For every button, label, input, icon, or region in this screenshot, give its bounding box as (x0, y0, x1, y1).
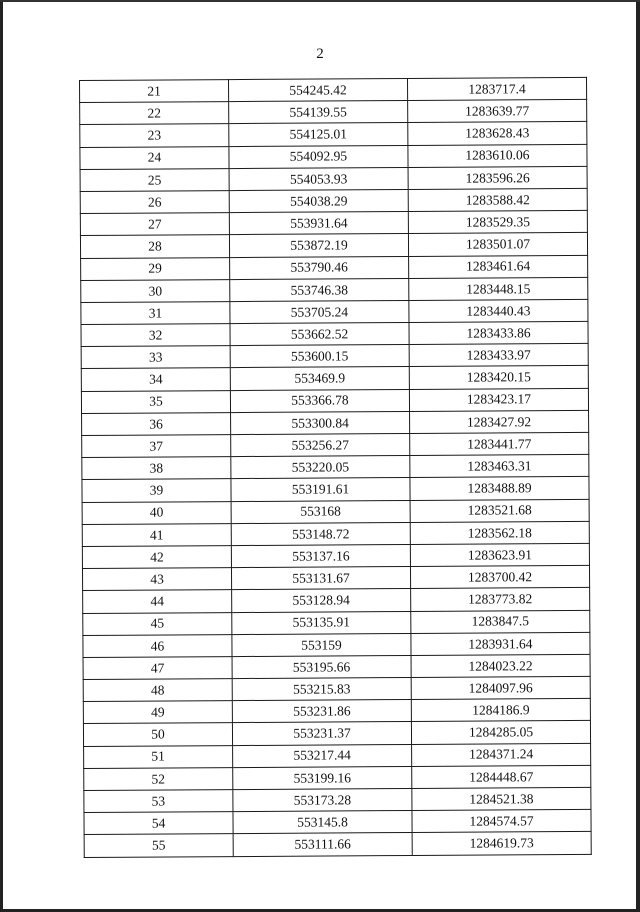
table-row (83, 699, 590, 724)
x-coordinate-cell: 554245.42 (229, 78, 408, 101)
x-coordinate-cell: 553790.46 (230, 256, 409, 279)
y-coordinate-cell: 1283433.97 (409, 344, 588, 367)
y-coordinate-cell: 1284285.05 (411, 721, 590, 744)
table-row (81, 255, 588, 280)
x-coordinate-cell: 554125.01 (229, 123, 408, 146)
point-number-cell: 49 (83, 701, 232, 724)
table-row (83, 632, 590, 657)
x-coordinate-cell: 553135.91 (232, 611, 411, 634)
table-row (80, 100, 587, 125)
table-row (84, 787, 591, 812)
table-row (83, 721, 590, 746)
table-row (81, 277, 588, 302)
point-number-cell: 55 (84, 834, 233, 857)
table-row (84, 765, 591, 790)
x-coordinate-cell: 553217.44 (233, 744, 412, 767)
y-coordinate-cell: 1283423.17 (409, 388, 588, 411)
point-number-cell: 48 (83, 679, 232, 702)
y-coordinate-cell: 1283623.91 (410, 543, 589, 566)
y-coordinate-cell: 1283440.43 (409, 299, 588, 322)
x-coordinate-cell: 553300.84 (231, 411, 410, 434)
x-coordinate-cell: 553111.66 (233, 833, 412, 856)
y-coordinate-cell: 1284186.9 (411, 699, 590, 722)
y-coordinate-cell: 1283628.43 (408, 122, 587, 145)
point-number-cell: 23 (80, 124, 229, 147)
table-row (80, 144, 587, 169)
table-row (82, 455, 589, 480)
x-coordinate-cell: 553145.8 (233, 811, 412, 834)
x-coordinate-cell: 553148.72 (231, 522, 410, 545)
x-coordinate-cell: 553131.67 (231, 567, 410, 590)
point-number-cell: 38 (82, 457, 231, 480)
x-coordinate-cell: 553872.19 (229, 234, 408, 257)
scan-edge-left (0, 0, 3, 912)
x-coordinate-cell: 553168 (231, 500, 410, 523)
y-coordinate-cell: 1283488.89 (410, 477, 589, 500)
x-coordinate-cell: 554139.55 (229, 101, 408, 124)
table-row (80, 166, 587, 191)
x-coordinate-cell: 553195.66 (232, 655, 411, 678)
y-coordinate-cell: 1283773.82 (411, 588, 590, 611)
table-row (82, 566, 589, 591)
x-coordinate-cell: 553159 (232, 633, 411, 656)
point-number-cell: 51 (84, 745, 233, 768)
point-number-cell: 39 (82, 479, 231, 502)
x-coordinate-cell: 554053.93 (229, 167, 408, 190)
table-row (81, 366, 588, 391)
y-coordinate-cell: 1283700.42 (410, 566, 589, 589)
x-coordinate-cell: 553469.9 (230, 367, 409, 390)
x-coordinate-cell: 554092.95 (229, 145, 408, 168)
point-number-cell: 34 (81, 368, 230, 391)
coordinates-table (79, 77, 592, 858)
table-row (82, 477, 589, 502)
table-row (82, 521, 589, 546)
scan-edge-right (636, 0, 640, 912)
table-row (83, 588, 590, 613)
y-coordinate-cell: 1283463.31 (410, 455, 589, 478)
y-coordinate-cell: 1283448.15 (409, 277, 588, 300)
y-coordinate-cell: 1283847.5 (411, 610, 590, 633)
x-coordinate-cell: 553173.28 (233, 788, 412, 811)
y-coordinate-cell: 1283596.26 (408, 166, 587, 189)
table-row (84, 810, 591, 835)
y-coordinate-cell: 1283529.35 (408, 211, 587, 234)
table-row (81, 344, 588, 369)
y-coordinate-cell: 1283521.68 (410, 499, 589, 522)
point-number-cell: 25 (80, 168, 229, 191)
x-coordinate-cell: 553746.38 (230, 278, 409, 301)
scan-edge-top (0, 0, 640, 2)
point-number-cell: 28 (80, 235, 229, 258)
x-coordinate-cell: 553600.15 (230, 345, 409, 368)
x-coordinate-cell: 553231.37 (232, 722, 411, 745)
point-number-cell: 52 (84, 767, 233, 790)
y-coordinate-cell: 1283931.64 (411, 632, 590, 655)
point-number-cell: 40 (82, 501, 231, 524)
point-number-cell: 21 (80, 80, 229, 103)
table-row (83, 654, 590, 679)
y-coordinate-cell: 1283562.18 (410, 521, 589, 544)
page-number: 2 (316, 46, 324, 62)
point-number-cell: 50 (83, 723, 232, 746)
point-number-cell: 24 (80, 146, 229, 169)
x-coordinate-cell: 554038.29 (229, 189, 408, 212)
y-coordinate-cell: 1283461.64 (409, 255, 588, 278)
point-number-cell: 54 (84, 812, 233, 835)
point-number-cell: 37 (82, 435, 231, 458)
coordinates-table-wrapper (79, 77, 588, 858)
point-number-cell: 32 (81, 324, 230, 347)
y-coordinate-cell: 1283420.15 (409, 366, 588, 389)
point-number-cell: 27 (80, 213, 229, 236)
x-coordinate-cell: 553191.61 (231, 478, 410, 501)
y-coordinate-cell: 1283588.42 (408, 188, 587, 211)
point-number-cell: 43 (82, 568, 231, 591)
x-coordinate-cell: 553137.16 (231, 544, 410, 567)
y-coordinate-cell: 1284619.73 (412, 832, 591, 855)
x-coordinate-cell: 553231.86 (232, 700, 411, 723)
point-number-cell: 53 (84, 790, 233, 813)
x-coordinate-cell: 553931.64 (229, 212, 408, 235)
y-coordinate-cell: 1284097.96 (411, 676, 590, 699)
x-coordinate-cell: 553662.52 (230, 323, 409, 346)
table-row (84, 832, 591, 857)
y-coordinate-cell: 1283717.4 (407, 77, 586, 100)
point-number-cell: 46 (83, 634, 232, 657)
y-coordinate-cell: 1284521.38 (412, 787, 591, 810)
x-coordinate-cell: 553128.94 (232, 589, 411, 612)
y-coordinate-cell: 1283610.06 (408, 144, 587, 167)
point-number-cell: 26 (80, 191, 229, 214)
point-number-cell: 45 (83, 612, 232, 635)
y-coordinate-cell: 1283639.77 (408, 100, 587, 123)
point-number-cell: 47 (83, 656, 232, 679)
coordinates-table-body (80, 77, 592, 857)
y-coordinate-cell: 1283501.07 (408, 233, 587, 256)
table-row (81, 299, 588, 324)
point-number-cell: 41 (82, 523, 231, 546)
point-number-cell: 36 (82, 412, 231, 435)
x-coordinate-cell: 553215.83 (232, 678, 411, 701)
y-coordinate-cell: 1284448.67 (412, 765, 591, 788)
point-number-cell: 42 (82, 546, 231, 569)
table-row (82, 499, 589, 524)
table-row (83, 676, 590, 701)
table-row (84, 743, 591, 768)
point-number-cell: 44 (83, 590, 232, 613)
table-row (81, 388, 588, 413)
table-row (80, 122, 587, 147)
point-number-cell: 29 (81, 257, 230, 280)
point-number-cell: 22 (80, 102, 229, 125)
x-coordinate-cell: 553366.78 (230, 389, 409, 412)
point-number-cell: 35 (81, 390, 230, 413)
y-coordinate-cell: 1283427.92 (410, 410, 589, 433)
point-number-cell: 31 (81, 301, 230, 324)
table-row (83, 610, 590, 635)
y-coordinate-cell: 1283441.77 (410, 432, 589, 455)
x-coordinate-cell: 553220.05 (231, 456, 410, 479)
x-coordinate-cell: 553199.16 (233, 766, 412, 789)
table-row (82, 543, 589, 568)
table-row (81, 321, 588, 346)
y-coordinate-cell: 1283433.86 (409, 321, 588, 344)
table-row (82, 432, 589, 457)
table-row (82, 410, 589, 435)
table-row (80, 211, 587, 236)
table-row (80, 233, 587, 258)
point-number-cell: 30 (81, 279, 230, 302)
x-coordinate-cell: 553256.27 (231, 433, 410, 456)
x-coordinate-cell: 553705.24 (230, 300, 409, 323)
table-row (80, 188, 587, 213)
point-number-cell: 33 (81, 346, 230, 369)
y-coordinate-cell: 1284023.22 (411, 654, 590, 677)
table-row (80, 77, 587, 102)
y-coordinate-cell: 1284574.57 (412, 810, 591, 833)
y-coordinate-cell: 1284371.24 (412, 743, 591, 766)
